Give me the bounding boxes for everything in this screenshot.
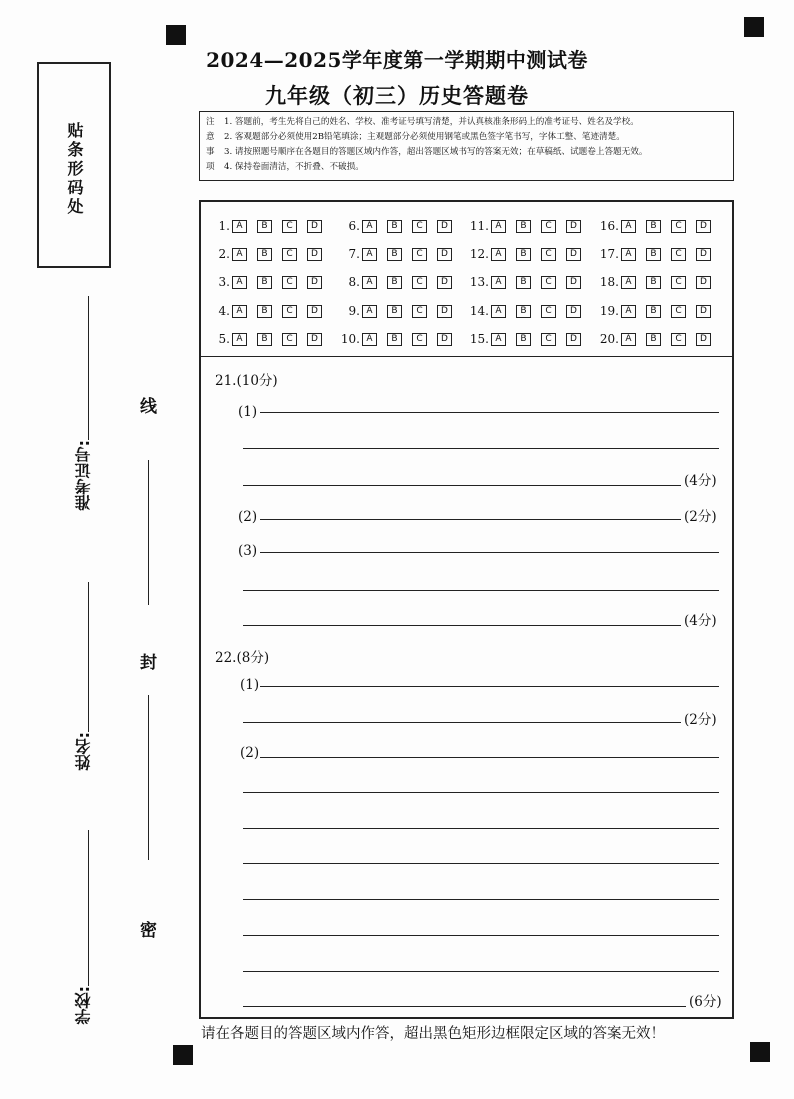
choice-option-bubble[interactable]: A (491, 333, 506, 346)
choice-question (599, 247, 721, 261)
choice-option-bubble[interactable]: C (671, 220, 686, 233)
choice-option-bubble[interactable]: D (437, 333, 452, 346)
choice-option-bubble[interactable]: B (516, 220, 531, 233)
choice-question (340, 219, 462, 233)
answer-line[interactable] (243, 1006, 686, 1007)
choice-option-bubble[interactable]: A (621, 276, 636, 289)
choice-option-bubble[interactable]: C (671, 333, 686, 346)
choice-question (340, 304, 462, 318)
choice-question-number: 1. (218, 219, 230, 233)
choice-option-bubble[interactable]: D (307, 333, 322, 346)
instruction-item: 3. 请按照题号顺序在各题目的答题区域内作答，超出答题区域书写的答案无效；在草稿纸、试题卷上答题无效。 (224, 147, 648, 157)
choice-option-bubble[interactable]: C (541, 305, 556, 318)
instructions-box (199, 111, 734, 181)
q21-part-3-label: (3) (238, 543, 258, 559)
choice-option-bubble[interactable]: A (362, 305, 377, 318)
choice-option-bubble[interactable]: D (696, 248, 711, 261)
choice-option-bubble[interactable]: A (621, 248, 636, 261)
answer-line[interactable] (243, 590, 719, 591)
choice-question-number: 8. (348, 275, 360, 289)
answer-line[interactable] (243, 935, 719, 936)
choice-question-number: 15. (469, 332, 489, 346)
choice-option-bubble[interactable]: B (387, 248, 402, 261)
choice-option-bubble[interactable]: B (516, 276, 531, 289)
barcode-area (37, 62, 111, 268)
choice-question-number: 13. (469, 275, 489, 289)
choice-option-bubble[interactable]: D (696, 305, 711, 318)
choice-option-bubble[interactable]: B (646, 276, 661, 289)
choice-option-bubble[interactable]: A (232, 220, 247, 233)
choice-question (599, 332, 721, 346)
choice-question-number: 16. (599, 219, 619, 233)
choice-option-bubble[interactable]: D (566, 248, 581, 261)
choice-question (599, 219, 721, 233)
choice-option-bubble[interactable]: B (646, 333, 661, 346)
choice-option-bubble[interactable]: B (257, 248, 272, 261)
choice-question-number: 11. (469, 219, 489, 233)
school-label: 学校: (74, 986, 93, 1025)
choice-question (469, 275, 591, 289)
answer-line[interactable] (243, 863, 719, 864)
choice-question (469, 332, 591, 346)
choice-option-bubble[interactable]: A (232, 248, 247, 261)
choice-option-bubble[interactable]: C (282, 276, 297, 289)
q22-part-1-score: (2分) (684, 712, 717, 728)
answer-line[interactable] (260, 686, 719, 687)
choice-option-bubble[interactable]: B (646, 305, 661, 318)
choice-option-bubble[interactable]: B (387, 276, 402, 289)
choice-option-bubble[interactable]: C (282, 305, 297, 318)
choice-option-bubble[interactable]: D (307, 305, 322, 318)
choice-question (469, 219, 591, 233)
seal-line-segment (148, 695, 149, 860)
answer-line[interactable] (243, 792, 719, 793)
question-21-header: 21.(10分) (215, 373, 278, 389)
choice-option-bubble[interactable]: A (621, 220, 636, 233)
q22-part-2-label: (2) (240, 745, 260, 761)
choice-option-bubble[interactable]: C (541, 248, 556, 261)
choice-option-bubble[interactable]: D (696, 276, 711, 289)
choice-option-bubble[interactable]: A (491, 220, 506, 233)
choice-question (340, 247, 462, 261)
answer-sheet-title: 九年级（初三）历史答题卷 (265, 83, 529, 108)
answer-line[interactable] (243, 625, 681, 626)
exam-id-field-line[interactable] (88, 296, 89, 440)
choice-question-number: 9. (348, 304, 360, 318)
choice-option-bubble[interactable]: D (307, 276, 322, 289)
answer-line[interactable] (243, 828, 719, 829)
choice-option-bubble[interactable]: D (696, 333, 711, 346)
choice-section-divider (199, 356, 734, 357)
choice-question (469, 304, 591, 318)
choice-option-bubble[interactable]: A (491, 276, 506, 289)
choice-option-bubble[interactable]: A (232, 333, 247, 346)
choice-question-number: 6. (348, 219, 360, 233)
choice-option-bubble[interactable]: A (491, 248, 506, 261)
alignment-marker-bottom-right (750, 1042, 770, 1062)
choice-option-bubble[interactable]: B (257, 220, 272, 233)
choice-question (469, 247, 591, 261)
answer-line[interactable] (243, 971, 719, 972)
choice-option-bubble[interactable]: A (362, 333, 377, 346)
notes-label-char: 意 (206, 132, 215, 142)
choice-option-bubble[interactable]: B (516, 333, 531, 346)
choice-option-bubble[interactable]: D (437, 248, 452, 261)
choice-option-bubble[interactable]: D (307, 248, 322, 261)
alignment-marker-bottom-left (173, 1045, 193, 1065)
choice-question (210, 304, 332, 318)
choice-option-bubble[interactable]: C (671, 276, 686, 289)
choice-option-bubble[interactable]: C (541, 276, 556, 289)
name-field-line[interactable] (88, 582, 89, 732)
choice-option-bubble[interactable]: C (671, 305, 686, 318)
choice-option-bubble[interactable]: B (516, 305, 531, 318)
choice-option-bubble[interactable]: C (282, 220, 297, 233)
barcode-label: 贴条形码处 (65, 122, 84, 217)
choice-option-bubble[interactable]: C (412, 248, 427, 261)
choice-option-bubble[interactable]: C (282, 333, 297, 346)
choice-option-bubble[interactable]: B (646, 248, 661, 261)
instruction-item: 2. 客观题部分必须使用2B铅笔填涂；主观题部分必须使用钢笔或黑色签字笔书写，字体工整、笔迹清楚。 (224, 132, 625, 142)
notes-label-char: 注 (206, 117, 215, 127)
choice-question-number: 7. (348, 247, 360, 261)
q22-part-2-score: (6分) (689, 994, 722, 1010)
choice-question-number: 4. (218, 304, 230, 318)
choice-option-bubble[interactable]: C (412, 220, 427, 233)
choice-option-bubble[interactable]: D (437, 305, 452, 318)
choice-question (340, 332, 462, 346)
choice-option-bubble[interactable]: D (696, 220, 711, 233)
footer-warning: 请在各题目的答题区域内作答，超出黑色矩形边框限定区域的答案无效！ (201, 1026, 665, 1042)
choice-question (210, 275, 332, 289)
notes-label-char: 事 (206, 147, 215, 157)
choice-question (210, 332, 332, 346)
choice-option-bubble[interactable]: D (437, 220, 452, 233)
choice-question-number: 3. (218, 275, 230, 289)
choice-question-number: 2. (218, 247, 230, 261)
choice-option-bubble[interactable]: A (491, 305, 506, 318)
q21-part-3-score: (4分) (684, 613, 717, 629)
seal-char-feng: 封 (140, 653, 157, 673)
choice-option-bubble[interactable]: A (621, 305, 636, 318)
choice-option-bubble[interactable]: D (566, 305, 581, 318)
choice-option-bubble[interactable]: B (257, 305, 272, 318)
choice-question (599, 275, 721, 289)
seal-char-xian: 线 (140, 397, 157, 417)
choice-question (210, 247, 332, 261)
instruction-item: 1. 答题前，考生先将自己的姓名、学校、准考证号填写清楚，并认真核准条形码上的准考证号、姓名及学校。 (224, 117, 639, 127)
answer-line[interactable] (260, 412, 719, 413)
choice-option-bubble[interactable]: B (257, 333, 272, 346)
answer-area-frame (199, 200, 734, 1019)
school-field-line[interactable] (88, 830, 89, 986)
choice-question-number: 20. (599, 332, 619, 346)
choice-question-number: 18. (599, 275, 619, 289)
q21-part-1-label: (1) (238, 404, 258, 420)
exam-title: 2024—2025学年度第一学期期中测试卷 (206, 48, 588, 72)
answer-line[interactable] (243, 722, 681, 723)
choice-option-bubble[interactable]: D (307, 220, 322, 233)
choice-option-bubble[interactable]: C (412, 333, 427, 346)
choice-option-bubble[interactable]: C (541, 220, 556, 233)
choice-question (599, 304, 721, 318)
choice-option-bubble[interactable]: A (621, 333, 636, 346)
seal-char-mi: 密 (140, 921, 157, 941)
choice-question-number: 19. (599, 304, 619, 318)
choice-option-bubble[interactable]: A (362, 248, 377, 261)
choice-option-bubble[interactable]: A (232, 276, 247, 289)
q21-part-2-label: (2) (238, 509, 258, 525)
choice-option-bubble[interactable]: D (566, 276, 581, 289)
alignment-marker-top-left (166, 25, 186, 45)
choice-option-bubble[interactable]: C (541, 333, 556, 346)
question-22-header: 22.(8分) (215, 650, 270, 666)
name-label: 姓名: (74, 732, 93, 771)
notes-label-char: 项 (206, 162, 215, 172)
choice-option-bubble[interactable]: A (362, 220, 377, 233)
choice-option-bubble[interactable]: C (282, 248, 297, 261)
choice-option-bubble[interactable]: B (257, 276, 272, 289)
alignment-marker-top-right (744, 17, 764, 37)
choice-option-bubble[interactable]: C (412, 305, 427, 318)
choice-question (210, 219, 332, 233)
choice-option-bubble[interactable]: D (566, 220, 581, 233)
choice-option-bubble[interactable]: C (412, 276, 427, 289)
instruction-item: 4. 保持卷面清洁，不折叠、不破损。 (224, 162, 364, 172)
choice-question-number: 5. (218, 332, 230, 346)
choice-question (340, 275, 462, 289)
answer-line[interactable] (243, 899, 719, 900)
choice-question-number: 17. (599, 247, 619, 261)
choice-option-bubble[interactable]: B (516, 248, 531, 261)
exam-id-label: 准考证号: (74, 440, 93, 511)
choice-option-bubble[interactable]: B (387, 220, 402, 233)
choice-question-number: 10. (340, 332, 360, 346)
seal-line-segment (148, 460, 149, 605)
choice-option-bubble[interactable]: A (362, 276, 377, 289)
choice-option-bubble[interactable]: B (387, 333, 402, 346)
choice-option-bubble[interactable]: D (566, 333, 581, 346)
choice-question-number: 14. (469, 304, 489, 318)
answer-line[interactable] (260, 757, 719, 758)
answer-line[interactable] (243, 448, 719, 449)
choice-option-bubble[interactable]: B (387, 305, 402, 318)
choice-option-bubble[interactable]: D (437, 276, 452, 289)
q21-part-1-score: (4分) (684, 473, 717, 489)
choice-option-bubble[interactable]: A (232, 305, 247, 318)
answer-line[interactable] (243, 485, 681, 486)
answer-line[interactable] (260, 552, 719, 553)
answer-line[interactable] (260, 519, 681, 520)
choice-option-bubble[interactable]: B (646, 220, 661, 233)
choice-option-bubble[interactable]: C (671, 248, 686, 261)
q22-part-1-label: (1) (240, 677, 260, 693)
choice-question-number: 12. (469, 247, 489, 261)
q21-part-2-score: (2分) (684, 509, 717, 525)
